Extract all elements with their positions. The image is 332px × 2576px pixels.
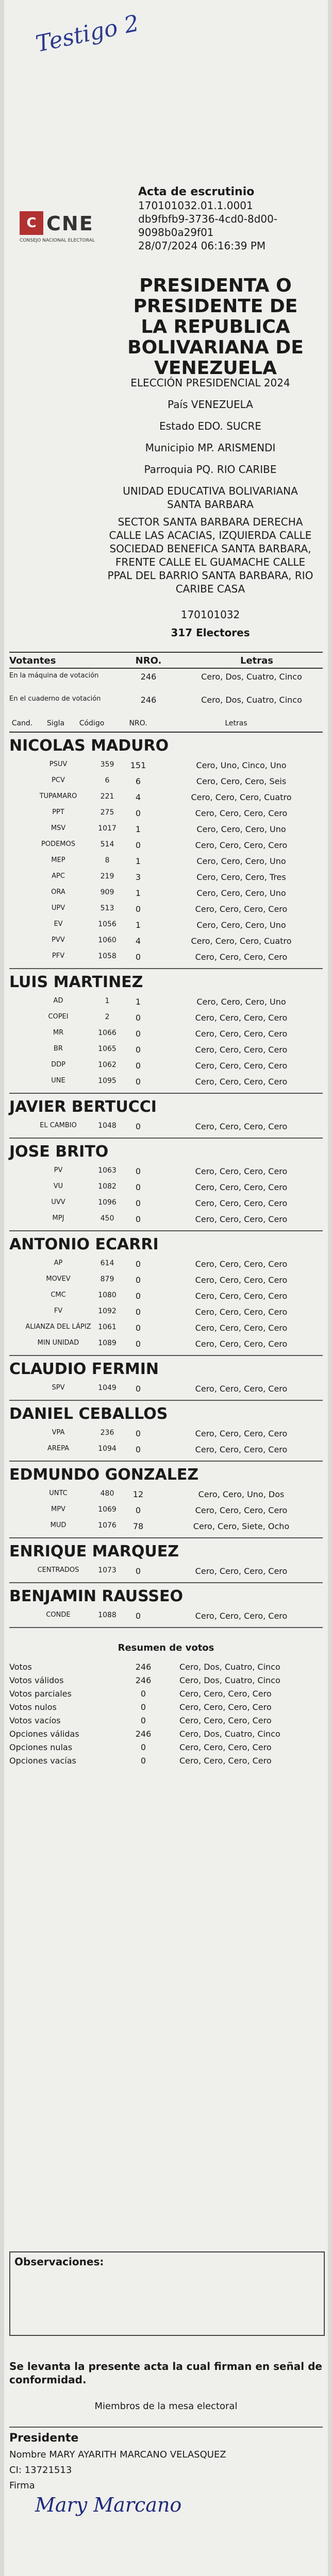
- party-sigla: VPA: [52, 1429, 65, 1436]
- party-votes: 1: [135, 824, 141, 834]
- acta-label: Acta de escrutinio: [138, 185, 255, 198]
- party-row: [9, 1043, 323, 1056]
- candidate-divider: [9, 1537, 323, 1538]
- center-code: 170101032: [180, 608, 240, 621]
- party-sigla: AD: [53, 997, 63, 1005]
- votantes-row: [9, 693, 323, 714]
- summary-row: [9, 1741, 323, 1754]
- party-votes-letras: Cero, Cero, Cero, Cero: [195, 1566, 288, 1576]
- party-row: [9, 1487, 323, 1501]
- summary-letras: Cero, Cero, Cero, Cero: [179, 1742, 272, 1752]
- party-votes: 0: [135, 1307, 141, 1317]
- party-codigo: 1096: [98, 1198, 117, 1207]
- party-sigla: PFV: [52, 952, 65, 960]
- party-codigo: 480: [100, 1489, 114, 1498]
- party-sigla: MSV: [51, 824, 66, 832]
- summary-row: [9, 1755, 323, 1767]
- party-row: [9, 1382, 323, 1395]
- party-row: [9, 774, 323, 788]
- party-votes-letras: Cero, Cero, Siete, Ocho: [193, 1521, 290, 1531]
- party-row: [9, 790, 323, 804]
- party-votes: 4: [135, 792, 141, 802]
- party-codigo: 1065: [98, 1045, 117, 1053]
- signature: Mary Marcano: [35, 2494, 182, 2516]
- party-votes-letras: Cero, Cero, Cero, Cero: [195, 952, 288, 962]
- summary-row: [9, 1715, 323, 1727]
- party-sigla: ALIANZA DEL LÁPIZ: [25, 1323, 91, 1331]
- party-sigla: PSUV: [49, 760, 68, 768]
- party-sigla: AP: [54, 1259, 63, 1267]
- party-sigla: PODEMOS: [41, 840, 75, 848]
- party-votes-letras: Cero, Cero, Cero, Cero: [195, 904, 288, 914]
- party-votes: 1: [135, 997, 141, 1007]
- observaciones-box: [9, 2251, 325, 2336]
- party-votes: 0: [135, 1077, 141, 1087]
- candidate-name: ENRIQUE MARQUEZ: [9, 1543, 179, 1561]
- party-votes: 6: [135, 776, 141, 786]
- candidate-divider: [9, 1355, 323, 1356]
- summary-nro: 246: [135, 1729, 152, 1739]
- party-row: [9, 1273, 323, 1286]
- party-codigo: 1058: [98, 952, 117, 960]
- observaciones-label: Observaciones:: [14, 2256, 104, 2268]
- party-votes-letras: Cero, Cero, Cero, Cero: [195, 1061, 288, 1071]
- candidate-name: EDMUNDO GONZALEZ: [9, 1466, 199, 1484]
- miembros-title: Miembros de la mesa electoral: [94, 2401, 238, 2412]
- party-votes: 0: [135, 1566, 141, 1576]
- party-codigo: 219: [100, 872, 114, 880]
- pais: País VENEZUELA: [168, 398, 253, 411]
- party-sigla: FV: [54, 1307, 63, 1315]
- party-votes-letras: Cero, Cero, Cero, Cero: [195, 1045, 288, 1055]
- summary-label: Opciones nulas: [9, 1742, 73, 1752]
- summary-nro: 0: [140, 1742, 146, 1752]
- party-votes-letras: Cero, Cero, Cero, Cero: [195, 1339, 288, 1349]
- party-votes-letras: Cero, Cero, Cero, Cero: [195, 1307, 288, 1317]
- party-votes-letras: Cero, Cero, Cero, Cero: [195, 1291, 288, 1301]
- party-row: [9, 1059, 323, 1072]
- col-sigla: Sigla: [46, 719, 65, 727]
- party-sigla: MR: [53, 1029, 64, 1037]
- party-votes-letras: Cero, Cero, Cero, Cuatro: [191, 936, 292, 946]
- party-votes: 0: [135, 1013, 141, 1023]
- candidate-name: ANTONIO ECARRI: [9, 1235, 159, 1253]
- party-votes: 0: [135, 1182, 141, 1192]
- party-votes-letras: Cero, Cero, Cero, Cero: [195, 1122, 288, 1131]
- party-sigla: VU: [53, 1182, 63, 1190]
- party-votes-letras: Cero, Cero, Cero, Cero: [195, 1323, 288, 1333]
- summary-row: [9, 1688, 323, 1700]
- votantes-label: En la máquina de votación: [9, 672, 99, 680]
- cne-logo-mark: C: [20, 211, 43, 235]
- col-votantes: Votantes: [9, 655, 56, 666]
- acta-datetime: 28/07/2024 06:16:39 PM: [138, 240, 266, 252]
- signer-firma-label: Firma: [9, 2480, 35, 2491]
- party-votes: 151: [130, 760, 146, 770]
- party-row: [9, 1011, 323, 1024]
- party-votes-letras: Cero, Cero, Cero, Tres: [196, 872, 286, 882]
- party-votes-letras: Cero, Cero, Cero, Cero: [195, 1259, 288, 1269]
- col-cand: Cand.: [11, 719, 33, 727]
- acta-code: 170101032.01.1.0001: [138, 199, 253, 212]
- party-votes: 0: [135, 1166, 141, 1176]
- party-votes: 0: [135, 1045, 141, 1055]
- candidate-name: JOSE BRITO: [9, 1143, 109, 1161]
- summary-label: Opciones vacías: [9, 1756, 76, 1766]
- summary-letras: Cero, Cero, Cero, Cero: [179, 1702, 272, 1712]
- party-votes-letras: Cero, Cero, Cero, Cero: [195, 1013, 288, 1023]
- party-row: [9, 1564, 323, 1578]
- party-codigo: 513: [100, 904, 114, 912]
- party-votes-letras: Cero, Cero, Cero, Cero: [195, 1198, 288, 1208]
- party-row: [9, 806, 323, 820]
- party-votes: 0: [135, 1445, 141, 1454]
- party-votes: 0: [135, 1275, 141, 1285]
- summary-nro: 246: [135, 1662, 152, 1672]
- party-votes: 0: [135, 840, 141, 850]
- party-votes: 0: [135, 1339, 141, 1349]
- party-row: [9, 1289, 323, 1302]
- party-row: [9, 934, 323, 947]
- party-votes-letras: Cero, Cero, Cero, Cero: [195, 1182, 288, 1192]
- candidate-divider: [9, 1461, 323, 1462]
- estado: Estado EDO. SUCRE: [159, 420, 261, 432]
- party-sigla: ORA: [51, 888, 65, 896]
- party-row: [9, 886, 323, 900]
- candidate-name: DANIEL CEBALLOS: [9, 1405, 168, 1423]
- party-sigla: TUPAMARO: [39, 792, 77, 800]
- party-votes-letras: Cero, Cero, Cero, Uno: [196, 997, 286, 1007]
- party-codigo: 1089: [98, 1339, 117, 1347]
- party-votes: 0: [135, 1291, 141, 1301]
- votantes-letras: Cero, Dos, Cuatro, Cinco: [201, 672, 302, 682]
- candidate-divider: [9, 1400, 323, 1401]
- candidate-name: NICOLAS MADURO: [9, 737, 169, 755]
- party-row: [9, 1321, 323, 1334]
- candidate-divider: [9, 1582, 323, 1583]
- summary-row: [9, 1728, 323, 1740]
- summary-nro: 0: [140, 1716, 146, 1725]
- party-codigo: 1069: [98, 1505, 117, 1514]
- municipio: Municipio MP. ARISMENDI: [145, 442, 276, 454]
- party-votes: 0: [135, 1505, 141, 1515]
- party-votes: 0: [135, 904, 141, 914]
- candidate-name: CLAUDIO FERMIN: [9, 1360, 159, 1378]
- candidate-divider: [9, 1627, 323, 1628]
- party-votes-letras: Cero, Cero, Cero, Cero: [195, 808, 288, 818]
- party-sigla: MIN UNIDAD: [37, 1339, 79, 1347]
- summary-letras: Cero, Cero, Cero, Cero: [179, 1716, 272, 1725]
- party-codigo: 359: [100, 760, 114, 769]
- party-row: [9, 1427, 323, 1440]
- summary-letras: Cero, Cero, Cero, Cero: [179, 1756, 272, 1766]
- party-row: [9, 1503, 323, 1517]
- col-nro: NRO.: [135, 655, 162, 666]
- party-votes-letras: Cero, Uno, Cinco, Uno: [196, 760, 287, 770]
- party-sigla: UNE: [51, 1077, 65, 1084]
- party-votes-letras: Cero, Cero, Uno, Dos: [198, 1489, 285, 1499]
- party-sigla: CENTRADOS: [37, 1566, 79, 1574]
- election-name: ELECCIÓN PRESIDENCIAL 2024: [130, 377, 290, 389]
- votantes-label: En el cuaderno de votación: [9, 695, 101, 703]
- col-nro: NRO.: [129, 719, 147, 727]
- party-codigo: 1092: [98, 1307, 117, 1315]
- party-row: [9, 1337, 323, 1350]
- party-codigo: 1: [105, 997, 110, 1005]
- divider: [9, 652, 323, 653]
- party-row: [9, 822, 323, 836]
- summary-label: Votos parciales: [9, 1689, 72, 1699]
- party-votes: 0: [135, 808, 141, 818]
- party-codigo: 1062: [98, 1061, 117, 1069]
- party-row: [9, 1519, 323, 1533]
- party-sigla: MPV: [51, 1505, 65, 1513]
- candidate-divider: [9, 1230, 323, 1231]
- party-sigla: EV: [54, 920, 63, 928]
- party-codigo: 1088: [98, 1611, 117, 1619]
- cne-logo-text: CNE: [46, 212, 94, 235]
- party-row: [9, 1180, 323, 1194]
- candidate-divider: [9, 1138, 323, 1139]
- party-sigla: PVV: [52, 936, 65, 944]
- party-votes-letras: Cero, Cero, Cero, Cero: [195, 1166, 288, 1176]
- party-codigo: 1061: [98, 1323, 117, 1331]
- col-codigo: Código: [79, 719, 105, 727]
- party-votes-letras: Cero, Cero, Cero, Cuatro: [191, 792, 292, 802]
- party-sigla: UNTC: [49, 1489, 68, 1497]
- votantes-row: [9, 670, 323, 690]
- party-votes: 0: [135, 1611, 141, 1621]
- ballot-paper: [4, 0, 328, 2576]
- party-row: [9, 950, 323, 963]
- votantes-nro: 246: [140, 695, 157, 705]
- party-sigla: CONDE: [46, 1611, 71, 1619]
- party-votes: 78: [132, 1521, 144, 1531]
- summary-row: [9, 1661, 323, 1673]
- handwritten-title: Testigo 2: [33, 10, 142, 58]
- party-codigo: 1073: [98, 1566, 117, 1574]
- signer-role: Presidente: [9, 2432, 79, 2445]
- signer-divider: [9, 2427, 323, 2428]
- summary-nro: 246: [135, 1675, 152, 1685]
- party-votes-letras: Cero, Cero, Cero, Uno: [196, 824, 286, 834]
- party-row: [9, 918, 323, 931]
- party-votes: 0: [135, 1429, 141, 1438]
- divider: [9, 732, 323, 733]
- candidate-divider: [9, 1093, 323, 1094]
- party-votes-letras: Cero, Cero, Cero, Cero: [195, 1214, 288, 1224]
- party-votes-letras: Cero, Cero, Cero, Cero: [195, 1445, 288, 1454]
- party-row: [9, 902, 323, 916]
- party-sigla: MUD: [50, 1521, 67, 1529]
- party-votes-letras: Cero, Cero, Cero, Cero: [195, 1505, 288, 1515]
- party-row: [9, 854, 323, 868]
- summary-row: [9, 1701, 323, 1714]
- party-sigla: SPV: [52, 1384, 65, 1392]
- cne-logo: [20, 206, 97, 247]
- party-codigo: 236: [100, 1429, 114, 1437]
- party-sigla: UVV: [51, 1198, 65, 1206]
- party-sigla: PPT: [52, 808, 64, 816]
- party-votes-letras: Cero, Cero, Cero, Cero: [195, 1429, 288, 1438]
- party-codigo: 1076: [98, 1521, 117, 1530]
- votantes-header: [9, 653, 323, 667]
- center-name: UNIDAD EDUCATIVA BOLIVARIANA SANTA BARBARA: [123, 485, 298, 511]
- party-codigo: 1094: [98, 1445, 117, 1453]
- party-sigla: MEP: [51, 856, 65, 864]
- party-row: [9, 1027, 323, 1040]
- party-votes: 0: [135, 1029, 141, 1039]
- party-codigo: 450: [100, 1214, 114, 1223]
- party-votes-letras: Cero, Cero, Cero, Uno: [196, 856, 286, 866]
- divider: [9, 668, 323, 669]
- party-codigo: 1056: [98, 920, 117, 928]
- party-votes-letras: Cero, Cero, Cero, Cero: [195, 1029, 288, 1039]
- acta-uuid-1: db9fbfb9-3736-4cd0-8d00-: [138, 213, 278, 225]
- party-sigla: DDP: [51, 1061, 65, 1069]
- party-codigo: 1082: [98, 1182, 117, 1191]
- party-sigla: CMC: [51, 1291, 66, 1299]
- party-votes: 1: [135, 920, 141, 930]
- votantes-nro: 246: [140, 672, 157, 682]
- party-sigla: AREPA: [47, 1445, 70, 1452]
- summary-letras: Cero, Cero, Cero, Cero: [179, 1689, 272, 1699]
- party-row: [9, 1075, 323, 1088]
- party-sigla: EL CAMBIO: [40, 1122, 77, 1129]
- party-sigla: APC: [52, 872, 65, 880]
- party-votes: 0: [135, 952, 141, 962]
- candidate-col-header: [9, 717, 323, 731]
- party-row: [9, 1164, 323, 1178]
- party-row: [9, 758, 323, 772]
- col-letras: Letras: [240, 655, 274, 666]
- center-address: SECTOR SANTA BARBARA DERECHA CALLE LAS ACACIAS, IZQUIERDA CALLE SOCIEDAD BENEFICA SANTA BARBARA, FRENTE CALLE EL GUAMACHE CALLE PPAL DEL BARRIO SANTA BARBARA, RIO CARIBE CASA: [107, 516, 313, 595]
- summary-letras: Cero, Dos, Cuatro, Cinco: [179, 1675, 280, 1685]
- party-votes: 0: [135, 1214, 141, 1224]
- party-row: [9, 870, 323, 884]
- summary-row: [9, 1674, 323, 1687]
- party-codigo: 909: [100, 888, 114, 896]
- party-votes: 1: [135, 888, 141, 898]
- candidate-name: LUIS MARTINEZ: [9, 973, 143, 991]
- summary-letras: Cero, Dos, Cuatro, Cinco: [179, 1729, 280, 1739]
- party-votes: 0: [135, 1061, 141, 1071]
- closing-statement: Se levanta la presente acta la cual firman en señal de conformidad.: [9, 2360, 322, 2386]
- summary-nro: 0: [140, 1702, 146, 1712]
- party-row: [9, 1257, 323, 1270]
- party-sigla: PCV: [52, 776, 65, 784]
- summary-letras: Cero, Dos, Cuatro, Cinco: [179, 1662, 280, 1672]
- party-row: [9, 1609, 323, 1622]
- summary-label: Votos válidos: [9, 1675, 64, 1685]
- party-codigo: 1066: [98, 1029, 117, 1037]
- acta-uuid-2: 9098b0a29f01: [138, 226, 214, 239]
- party-codigo: 879: [100, 1275, 114, 1283]
- party-votes-letras: Cero, Cero, Cero, Seis: [196, 776, 287, 786]
- party-codigo: 221: [100, 792, 114, 801]
- signer-name: Nombre MARY AYARITH MARCANO VELASQUEZ: [9, 2449, 226, 2460]
- party-codigo: 6: [105, 776, 110, 785]
- summary-title: Resumen de votos: [118, 1642, 214, 1653]
- party-row: [9, 1212, 323, 1226]
- summary-nro: 0: [140, 1756, 146, 1766]
- party-sigla: COPEI: [48, 1013, 69, 1021]
- summary-nro: 0: [140, 1689, 146, 1699]
- col-letras: Letras: [225, 719, 247, 727]
- party-votes-letras: Cero, Cero, Cero, Cero: [195, 1611, 288, 1621]
- party-row: [9, 995, 323, 1008]
- party-votes: 0: [135, 1323, 141, 1333]
- party-codigo: 1080: [98, 1291, 117, 1299]
- party-codigo: 2: [105, 1013, 110, 1021]
- party-votes: 12: [132, 1489, 144, 1499]
- party-row: [9, 838, 323, 852]
- party-votes: 0: [135, 1384, 141, 1394]
- party-votes: 0: [135, 1198, 141, 1208]
- candidate-name: JAVIER BERTUCCI: [9, 1098, 157, 1116]
- summary-label: Votos nulos: [9, 1702, 57, 1712]
- party-codigo: 1017: [98, 824, 117, 833]
- party-votes: 4: [135, 936, 141, 946]
- party-votes-letras: Cero, Cero, Cero, Cero: [195, 1077, 288, 1087]
- party-votes-letras: Cero, Cero, Cero, Uno: [196, 920, 286, 930]
- party-votes-letras: Cero, Cero, Cero, Cero: [195, 1384, 288, 1394]
- party-codigo: 1060: [98, 936, 117, 944]
- party-codigo: 1048: [98, 1122, 117, 1130]
- summary-label: Opciones válidas: [9, 1729, 79, 1739]
- party-row: [9, 1443, 323, 1456]
- party-sigla: MOVEV: [46, 1275, 71, 1283]
- acta-header: [138, 185, 313, 252]
- party-sigla: PV: [54, 1166, 63, 1174]
- votantes-letras: Cero, Dos, Cuatro, Cinco: [201, 695, 302, 705]
- signer-ci: CI: 13721513: [9, 2465, 72, 2476]
- party-votes: 0: [135, 1122, 141, 1131]
- cne-logo-subtitle: CONSEJO NACIONAL ELECTORAL: [20, 238, 95, 243]
- party-codigo: 1095: [98, 1077, 117, 1085]
- party-row: [9, 1196, 323, 1210]
- electores-count: 317 Electores: [171, 626, 250, 639]
- party-row: [9, 1120, 323, 1133]
- party-row: [9, 1305, 323, 1318]
- party-sigla: MPJ: [52, 1214, 64, 1222]
- party-codigo: 614: [100, 1259, 114, 1267]
- page-title: PRESIDENTA O PRESIDENTE DE LA REPUBLICA BOLIVARIANA DE VENEZUELA: [127, 275, 304, 379]
- party-votes: 1: [135, 856, 141, 866]
- party-votes: 3: [135, 872, 141, 882]
- candidate-divider: [9, 968, 323, 969]
- candidate-name: BENJAMIN RAUSSEO: [9, 1587, 184, 1605]
- party-codigo: 275: [100, 808, 114, 817]
- parroquia: Parroquia PQ. RIO CARIBE: [144, 463, 277, 476]
- party-sigla: UPV: [51, 904, 65, 912]
- party-codigo: 8: [105, 856, 110, 865]
- party-codigo: 1063: [98, 1166, 117, 1175]
- summary-label: Votos vacíos: [9, 1716, 61, 1725]
- party-codigo: 514: [100, 840, 114, 849]
- party-votes-letras: Cero, Cero, Cero, Cero: [195, 1275, 288, 1285]
- summary-label: Votos: [9, 1662, 32, 1672]
- party-sigla: BR: [54, 1045, 63, 1053]
- party-votes-letras: Cero, Cero, Cero, Uno: [196, 888, 286, 898]
- party-votes: 0: [135, 1259, 141, 1269]
- party-codigo: 1049: [98, 1384, 117, 1392]
- party-votes-letras: Cero, Cero, Cero, Cero: [195, 840, 288, 850]
